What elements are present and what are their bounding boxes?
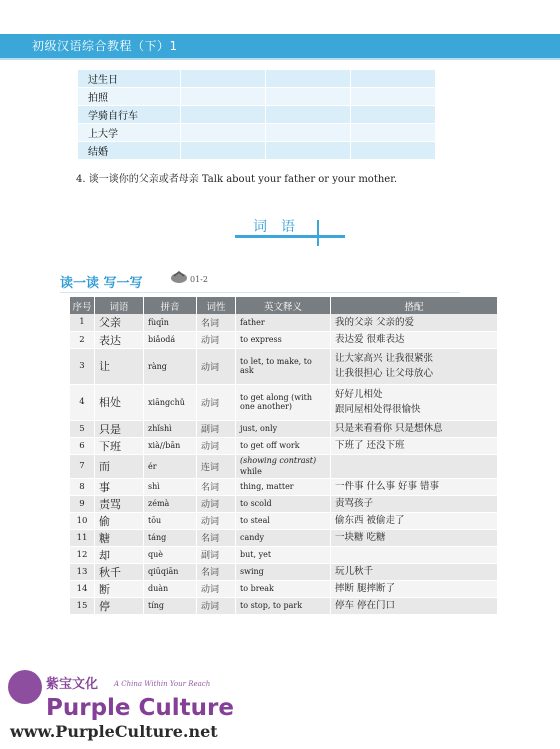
collocation-line: 一件事 什么事 好事 错事 bbox=[335, 481, 440, 492]
vocab-english-text: to get off work bbox=[240, 441, 300, 450]
vocab-pinyin: duàn bbox=[144, 580, 197, 597]
vocab-word: 事 bbox=[95, 478, 144, 495]
col-pinyin: 拼音 bbox=[144, 297, 197, 314]
vocab-english bbox=[236, 348, 331, 384]
book-title: 初级汉语综合教程（下）1 bbox=[32, 39, 178, 53]
vocab-number: 7 bbox=[70, 454, 95, 478]
vocab-english bbox=[236, 331, 331, 348]
activity-blank-cell bbox=[351, 142, 436, 160]
collocation-line: 责骂孩子 bbox=[335, 498, 374, 509]
vocab-collocation bbox=[331, 331, 498, 348]
question-4: 4. 谈一谈你的父亲或者母亲 Talk about your father or your mother. bbox=[76, 174, 398, 185]
page-header-band bbox=[0, 34, 560, 58]
vocab-word: 让 bbox=[95, 348, 144, 384]
vocab-row bbox=[70, 597, 498, 614]
vocab-english-text: to stop, to park bbox=[240, 601, 303, 610]
vocab-row bbox=[70, 580, 498, 597]
vocab-collocation bbox=[331, 512, 498, 529]
vocab-row bbox=[70, 454, 498, 478]
vocab-pos: 名词 bbox=[197, 478, 236, 495]
vocab-collocation bbox=[331, 495, 498, 512]
vocab-pos: 动词 bbox=[197, 580, 236, 597]
vocab-pinyin: ràng bbox=[144, 348, 197, 384]
activity-row bbox=[78, 124, 436, 142]
section-tick bbox=[317, 220, 319, 246]
collocation-line: 让大家高兴 让我很紧张 bbox=[335, 353, 434, 364]
collocation-line: 偷东西 被偷走了 bbox=[335, 515, 405, 526]
vocab-collocation bbox=[331, 529, 498, 546]
vocab-word: 责骂 bbox=[95, 495, 144, 512]
vocab-english bbox=[236, 478, 331, 495]
activity-row bbox=[78, 88, 436, 106]
vocab-number: 12 bbox=[70, 546, 95, 563]
vocab-number: 9 bbox=[70, 495, 95, 512]
vocab-english-text: to scold bbox=[240, 499, 272, 508]
vocab-row bbox=[70, 495, 498, 512]
collocation-line: 玩儿秋千 bbox=[335, 566, 374, 577]
vocab-word: 下班 bbox=[95, 437, 144, 454]
watermark-brand: Purple Culture bbox=[46, 695, 234, 721]
vocab-pos: 连词 bbox=[197, 454, 236, 478]
section-underline bbox=[235, 235, 345, 238]
activity-blank-cell bbox=[181, 142, 266, 160]
vocab-pinyin: tíng bbox=[144, 597, 197, 614]
audio-track-icon bbox=[170, 270, 188, 284]
activity-blank-cell bbox=[266, 124, 351, 142]
col-collocation: 搭配 bbox=[331, 297, 498, 314]
activity-label: 拍照 bbox=[78, 88, 181, 106]
vocab-english bbox=[236, 420, 331, 437]
vocab-word: 秋千 bbox=[95, 563, 144, 580]
vocab-english-note: (showing contrast) bbox=[240, 456, 317, 465]
vocab-pinyin: fùqīn bbox=[144, 314, 197, 331]
vocab-pinyin: táng bbox=[144, 529, 197, 546]
activity-blank-cell bbox=[266, 142, 351, 160]
activity-blank-cell bbox=[181, 106, 266, 124]
collocation-line: 跟同屋相处得很愉快 bbox=[335, 404, 421, 415]
activity-label: 学骑自行车 bbox=[78, 106, 181, 124]
activity-label: 过生日 bbox=[78, 70, 181, 88]
read-write-title: 读一读 写一写 bbox=[60, 276, 143, 291]
vocab-row bbox=[70, 384, 498, 420]
vocab-collocation bbox=[331, 597, 498, 614]
vocab-number: 13 bbox=[70, 563, 95, 580]
vocab-row bbox=[70, 563, 498, 580]
vocab-word: 偷 bbox=[95, 512, 144, 529]
activities-table bbox=[78, 70, 436, 160]
vocab-collocation bbox=[331, 314, 498, 331]
vocab-pos: 名词 bbox=[197, 529, 236, 546]
header-divider bbox=[0, 58, 560, 60]
vocab-row bbox=[70, 437, 498, 454]
vocab-word: 表达 bbox=[95, 331, 144, 348]
vocab-pos: 副词 bbox=[197, 546, 236, 563]
vocab-pos: 名词 bbox=[197, 563, 236, 580]
vocab-english bbox=[236, 529, 331, 546]
vocab-word: 只是 bbox=[95, 420, 144, 437]
vocab-row bbox=[70, 546, 498, 563]
vocab-number: 6 bbox=[70, 437, 95, 454]
vocab-number: 2 bbox=[70, 331, 95, 348]
section-title: 词语 bbox=[253, 219, 309, 235]
vocab-english bbox=[236, 384, 331, 420]
vocab-number: 1 bbox=[70, 314, 95, 331]
vocab-pinyin: ér bbox=[144, 454, 197, 478]
activity-blank-cell bbox=[351, 88, 436, 106]
vocab-word: 父亲 bbox=[95, 314, 144, 331]
vocab-pinyin: xià//bān bbox=[144, 437, 197, 454]
activity-blank-cell bbox=[351, 124, 436, 142]
vocab-english-text: father bbox=[240, 317, 265, 327]
vocab-row bbox=[70, 348, 498, 384]
vocab-row bbox=[70, 512, 498, 529]
col-word: 词语 bbox=[95, 297, 144, 314]
vocab-pinyin: zémà bbox=[144, 495, 197, 512]
vocab-english-text: but, yet bbox=[240, 550, 272, 559]
vocab-collocation bbox=[331, 348, 498, 384]
activity-row bbox=[78, 106, 436, 124]
vocab-english bbox=[236, 580, 331, 597]
vocab-pinyin: biǎodá bbox=[144, 331, 197, 348]
vocab-word: 停 bbox=[95, 597, 144, 614]
activity-blank-cell bbox=[266, 88, 351, 106]
vocab-pos: 动词 bbox=[197, 437, 236, 454]
vocab-row bbox=[70, 478, 498, 495]
vocab-word: 却 bbox=[95, 546, 144, 563]
activity-blank-cell bbox=[181, 88, 266, 106]
vocab-row bbox=[70, 331, 498, 348]
vocab-word: 而 bbox=[95, 454, 144, 478]
collocation-line: 我的父亲 父亲的爱 bbox=[335, 316, 415, 328]
collocation-line: 只是来看看你 只是想休息 bbox=[335, 423, 443, 434]
collocation-line: 摔断 腿摔断了 bbox=[335, 583, 396, 594]
col-number: 序号 bbox=[70, 297, 95, 314]
vocab-collocation bbox=[331, 580, 498, 597]
vocabulary-table bbox=[70, 297, 498, 615]
vocab-collocation bbox=[331, 437, 498, 454]
activity-blank-cell bbox=[181, 70, 266, 88]
vocab-english-text: to break bbox=[240, 584, 274, 593]
collocation-line: 下班了 还没下班 bbox=[335, 440, 405, 451]
vocab-row bbox=[70, 529, 498, 546]
reading-underline bbox=[60, 292, 460, 293]
vocab-english-text: to get along (with one another) bbox=[240, 393, 313, 411]
vocab-pos: 副词 bbox=[197, 420, 236, 437]
collocation-line: 好好儿相处 bbox=[335, 389, 383, 400]
vocab-word: 断 bbox=[95, 580, 144, 597]
vocab-english-text: to express bbox=[240, 335, 282, 344]
vocab-pinyin: shì bbox=[144, 478, 197, 495]
vocab-collocation bbox=[331, 384, 498, 420]
vocab-english-text: to let, to make, to ask bbox=[240, 357, 312, 375]
vocab-number: 3 bbox=[70, 348, 95, 384]
watermark-url: www.PurpleCulture.net bbox=[10, 722, 218, 741]
activity-blank-cell bbox=[266, 70, 351, 88]
vocab-english-text: thing, matter bbox=[240, 482, 294, 491]
activity-blank-cell bbox=[181, 124, 266, 142]
vocab-header-row bbox=[70, 297, 498, 314]
vocab-collocation bbox=[331, 478, 498, 495]
watermark-chinese: 紫宝文化 bbox=[46, 677, 99, 692]
vocab-english-text: to steal bbox=[240, 516, 270, 525]
activity-row bbox=[78, 70, 436, 88]
vocab-english bbox=[236, 512, 331, 529]
vocab-collocation bbox=[331, 563, 498, 580]
vocab-pinyin: qiūqiān bbox=[144, 563, 197, 580]
vocab-collocation bbox=[331, 546, 498, 563]
vocab-number: 5 bbox=[70, 420, 95, 437]
activity-blank-cell bbox=[266, 106, 351, 124]
watermark-logo-icon bbox=[8, 670, 42, 704]
vocab-collocation bbox=[331, 454, 498, 478]
vocab-english bbox=[236, 597, 331, 614]
collocation-line: 一块糖 吃糖 bbox=[335, 532, 386, 543]
vocab-pinyin: xiāngchǔ bbox=[144, 384, 197, 420]
vocab-pos: 动词 bbox=[197, 495, 236, 512]
collocation-line: 停车 停在门口 bbox=[335, 600, 396, 611]
vocab-row bbox=[70, 314, 498, 331]
col-pos: 词性 bbox=[197, 297, 236, 314]
vocab-pinyin: què bbox=[144, 546, 197, 563]
vocab-pinyin: zhǐshì bbox=[144, 420, 197, 437]
vocab-pos: 动词 bbox=[197, 331, 236, 348]
activity-row bbox=[78, 142, 436, 160]
vocab-pos: 名词 bbox=[197, 314, 236, 331]
vocab-english bbox=[236, 314, 331, 331]
activity-blank-cell bbox=[351, 106, 436, 124]
vocab-row bbox=[70, 420, 498, 437]
activity-label: 上大学 bbox=[78, 124, 181, 142]
vocab-english bbox=[236, 563, 331, 580]
vocab-pos: 动词 bbox=[197, 384, 236, 420]
vocab-english-text: while bbox=[240, 467, 262, 476]
vocab-pinyin: tōu bbox=[144, 512, 197, 529]
vocab-number: 15 bbox=[70, 597, 95, 614]
vocab-english-text: just, only bbox=[240, 424, 278, 433]
vocab-english bbox=[236, 437, 331, 454]
vocab-number: 11 bbox=[70, 529, 95, 546]
track-number: 01-2 bbox=[190, 275, 208, 284]
collocation-line: 让我很担心 让父母放心 bbox=[335, 368, 434, 379]
section-heading bbox=[235, 216, 345, 246]
vocab-pos: 动词 bbox=[197, 597, 236, 614]
vocab-english bbox=[236, 495, 331, 512]
vocab-english bbox=[236, 546, 331, 563]
vocab-english-text: candy bbox=[240, 533, 265, 542]
activity-blank-cell bbox=[351, 70, 436, 88]
vocab-english bbox=[236, 454, 331, 478]
watermark-tagline: A China Within Your Reach bbox=[114, 680, 211, 688]
vocab-pos: 动词 bbox=[197, 348, 236, 384]
vocab-collocation bbox=[331, 420, 498, 437]
vocab-number: 10 bbox=[70, 512, 95, 529]
vocab-word: 相处 bbox=[95, 384, 144, 420]
vocab-word: 糖 bbox=[95, 529, 144, 546]
vocab-number: 8 bbox=[70, 478, 95, 495]
activity-label: 结婚 bbox=[78, 142, 181, 160]
vocab-number: 4 bbox=[70, 384, 95, 420]
vocab-pos: 动词 bbox=[197, 512, 236, 529]
vocab-number: 14 bbox=[70, 580, 95, 597]
collocation-line: 表达爱 很难表达 bbox=[335, 334, 405, 345]
col-english: 英文释义 bbox=[236, 297, 331, 314]
vocab-english-text: swing bbox=[240, 567, 264, 576]
